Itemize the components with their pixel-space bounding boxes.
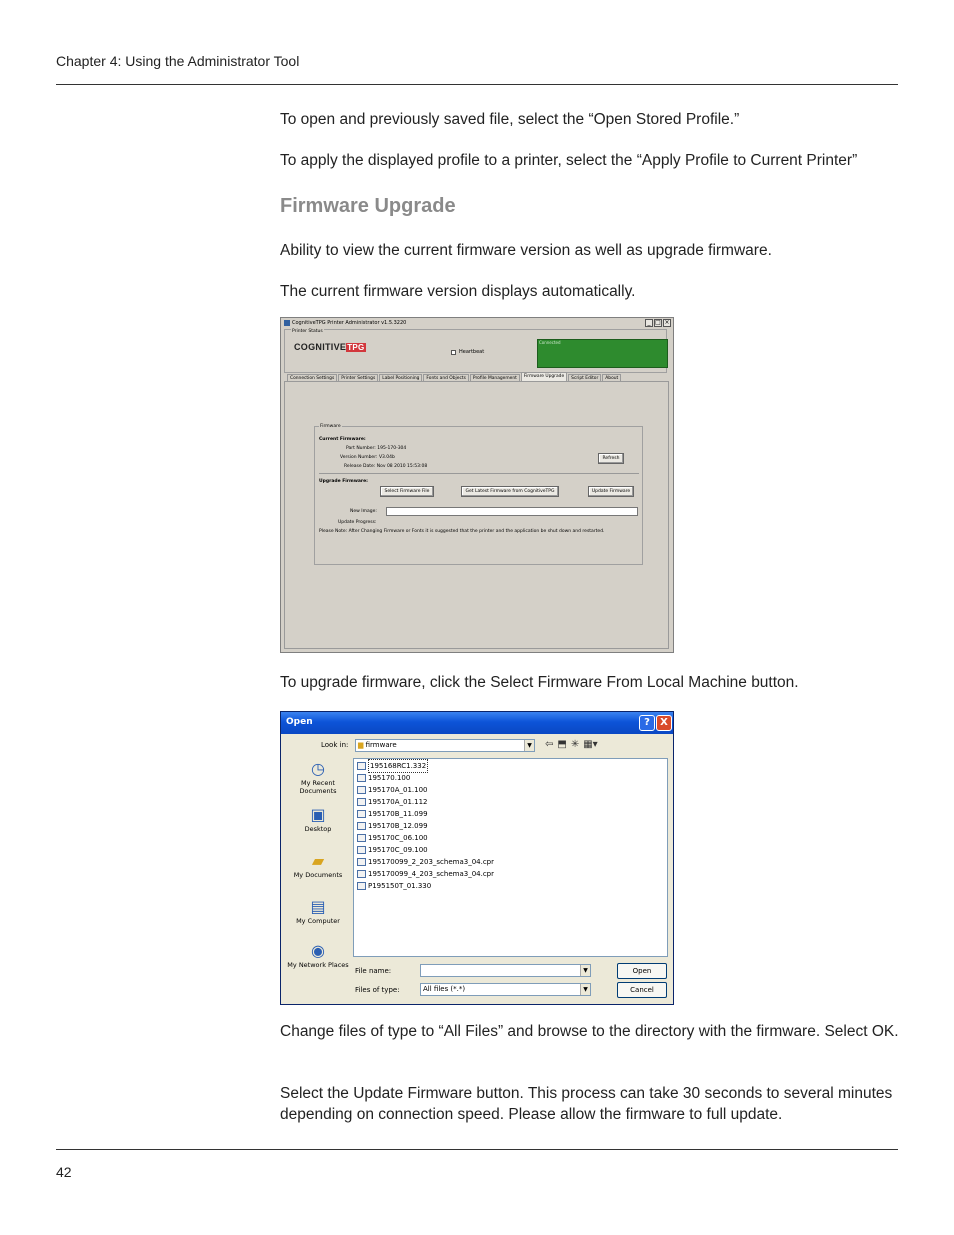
dialog-title-bar [281,712,674,734]
file-icon [357,858,366,866]
paragraph-current-version: The current firmware version displays automatically. [280,283,636,300]
recent-documents-icon: ◷ [311,759,325,778]
file-icon [357,798,366,806]
up-folder-icon[interactable]: ⬒ [557,739,567,750]
dialog-toolbar [545,739,598,750]
chevron-down-icon[interactable]: ▼ [580,965,590,976]
admin-title-bar [282,319,672,328]
version-value: V3.04b [378,455,395,460]
cognitive-logo: COGNITIVETPG [294,342,365,352]
paragraph-upgrade: To upgrade firmware, click the Select Firmware From Local Machine button. [280,674,799,691]
release-date-label: Release Date: [344,464,376,469]
chevron-down-icon[interactable]: ▼ [524,740,534,751]
file-icon [357,762,366,770]
paragraph-open-profile: To open and previously saved file, select the “Open Stored Profile.” [280,111,740,128]
tab-about[interactable]: About [602,374,621,382]
footer-rule [56,1149,898,1150]
cancel-button[interactable]: Cancel [617,982,667,998]
network-places-icon: ◉ [311,941,325,960]
tab-fonts-and-objects[interactable]: Fonts and Objects [423,374,469,382]
files-of-type-label: Files of type: [355,986,400,994]
list-item[interactable]: 195168RC1.332 [357,760,428,772]
paragraph-apply-profile: To apply the displayed profile to a printer, select the “Apply Profile to Current Printer” [280,152,858,169]
tab-connection-settings[interactable]: Connection Settings [287,374,337,382]
running-head: Chapter 4: Using the Administrator Tool [56,53,300,69]
firmware-group-label: Firmware [320,424,341,429]
dialog-title: Open [286,717,313,727]
my-computer-icon: ▤ [310,897,326,916]
section-heading: Firmware Upgrade [280,195,456,217]
place-my-computer[interactable] [284,898,352,925]
part-number-label: Part Number: [346,446,376,451]
tab-profile-management[interactable]: Profile Management [470,374,520,382]
list-item[interactable]: 195170.100 [357,772,410,784]
get-latest-firmware-button[interactable]: Get Latest Firmware from CognitiveTPG [461,486,559,497]
open-button[interactable]: Open [617,963,667,979]
file-name-input[interactable] [420,964,591,977]
firmware-note: Please Note: After Changing Firmware or Fonts it is suggested that the printer and the application be shut down and restarted. [319,529,605,534]
file-icon [357,870,366,878]
view-menu-icon[interactable]: ▦▾ [583,739,598,750]
list-item[interactable]: 195170099_4_203_schema3_04.cpr [357,868,494,880]
files-of-type-value: All files (*.*) [423,985,466,993]
admin-tool-screenshot [280,317,674,653]
my-documents-icon: ▰ [311,851,325,870]
update-firmware-button[interactable]: Update Firmware [588,486,634,497]
firmware-separator [319,473,639,474]
file-icon [357,810,366,818]
page-number: 42 [56,1164,72,1180]
release-date-value: Nov 08 2010 15:53:08 [376,464,428,469]
place-label: My Network Places [287,961,349,969]
checkbox-icon[interactable] [451,350,456,355]
refresh-button[interactable]: Refresh [598,453,624,464]
place-my-documents[interactable] [284,852,352,879]
paragraph-change-type: Change files of type to “All Files” and browse to the directory with the firmware. Select OK. [280,1023,899,1040]
place-desktop[interactable] [284,806,352,833]
file-icon [357,822,366,830]
file-icon [357,834,366,842]
file-icon [357,882,366,890]
list-item[interactable]: 195170A_01.100 [357,784,428,796]
list-item[interactable]: 195170A_01.112 [357,796,428,808]
look-in-value: firmware [365,741,397,749]
heartbeat-label: Heartbeat [459,349,485,355]
current-firmware-label: Current Firmware: [319,437,366,442]
file-icon [357,846,366,854]
places-bar [284,756,352,1004]
upgrade-firmware-label: Upgrade Firmware: [319,479,368,484]
admin-window-title: CognitiveTPG Printer Administrator v1.5.3220 [292,320,407,326]
place-label: My Recent Documents [299,779,337,795]
header-rule [56,84,898,85]
connection-status-indicator [537,339,668,368]
open-dialog-screenshot [280,711,674,1005]
place-label: My Computer [296,917,340,925]
close-icon[interactable]: X [656,715,672,731]
list-item[interactable]: 195170099_2_203_schema3_04.cpr [357,856,494,868]
part-number-value: 195-170-304 [377,446,407,451]
version-label: Version Number: [340,455,378,460]
list-item[interactable]: 195170C_09.100 [357,844,428,856]
look-in-select[interactable] [355,739,535,752]
back-icon[interactable]: ⇦ [545,739,554,750]
folder-icon: ▆ [358,741,364,749]
file-icon [357,774,366,782]
printer-status-group [284,329,667,373]
files-of-type-select[interactable] [420,983,591,996]
list-item[interactable]: 195170B_12.099 [357,820,428,832]
printer-status-label: Printer Status [292,329,323,334]
list-item[interactable]: 195170B_11.099 [357,808,428,820]
chevron-down-icon[interactable]: ▼ [580,984,590,995]
file-icon [357,786,366,794]
update-progress-label: Update Progress: [338,520,377,525]
app-icon [284,320,290,326]
list-item[interactable]: P195150T_01.330 [357,880,431,892]
close-icon[interactable]: × [664,319,670,326]
desktop-icon: ▣ [310,805,326,824]
firmware-group [314,426,643,565]
firmware-tab-panel [284,381,669,649]
tab-label-positioning[interactable]: Label Positioning [379,374,422,382]
place-label: My Documents [293,871,343,879]
paragraph-ability: Ability to view the current firmware version as well as upgrade firmware. [280,242,772,259]
tab-script-editor[interactable]: Script Editor [568,374,601,382]
maximize-icon[interactable]: □ [655,319,661,326]
select-firmware-file-button[interactable]: Select Firmware File [380,486,434,497]
minimize-icon[interactable]: _ [645,319,653,327]
new-image-field[interactable] [386,507,638,516]
file-name-label: File name: [355,967,392,975]
tab-printer-settings[interactable]: Printer Settings [338,374,378,382]
list-item[interactable]: 195170C_06.100 [357,832,428,844]
file-list[interactable] [353,758,668,957]
tab-firmware-upgrade[interactable]: Firmware Upgrade [521,372,567,382]
paragraph-select-update: Select the Update Firmware button. This process can take 30 seconds to several minutes depending on connection speed. Please allow the firmware to full update. [280,1085,893,1123]
connection-status-text: Connected [539,340,561,345]
look-in-label: Look in: [321,741,349,749]
heartbeat-checkbox[interactable] [451,349,484,355]
place-label: Desktop [304,825,332,833]
place-my-network-places[interactable] [284,942,352,969]
help-icon[interactable]: ? [639,715,655,731]
place-my-recent-documents[interactable] [284,760,352,795]
new-image-label: New Image: [350,509,377,514]
new-folder-icon[interactable]: ✳ [570,739,580,750]
